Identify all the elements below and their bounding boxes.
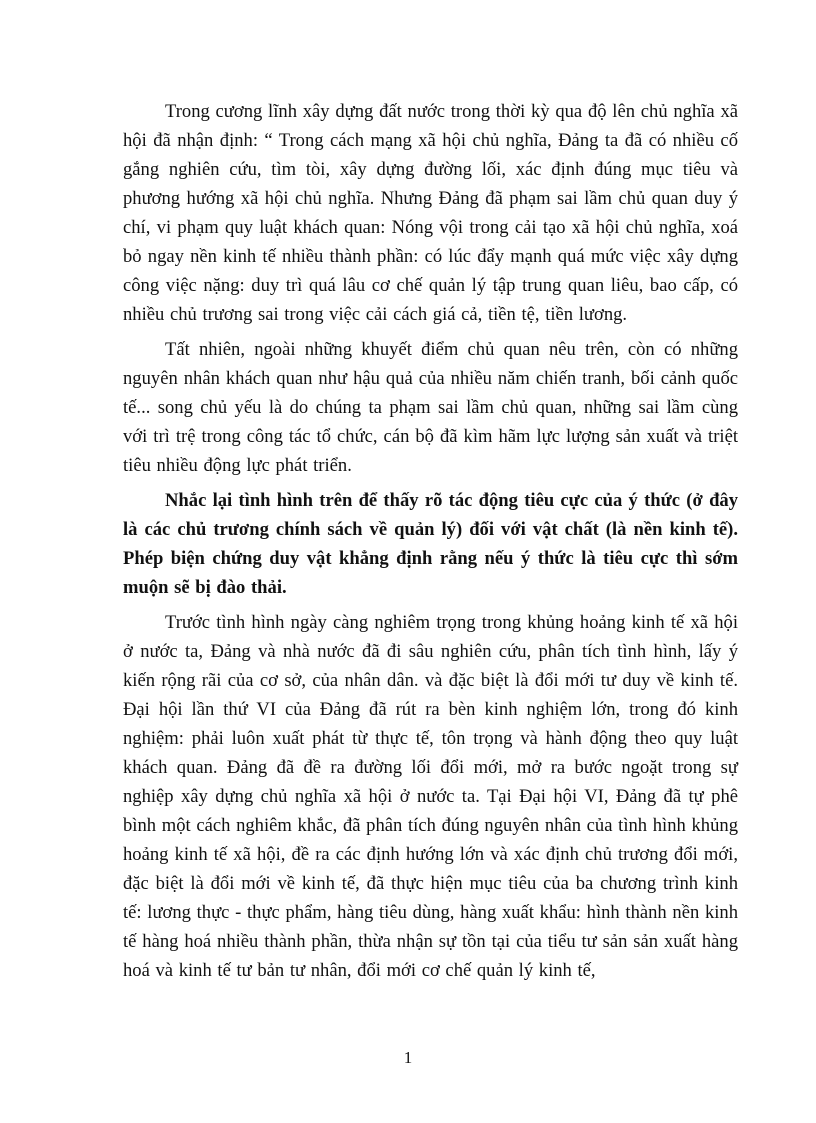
paragraph-3-bold: Nhắc lại tình hình trên để thấy rõ tác động tiêu cực của ý thức (ở đây là các chủ trương chính sách về quản lý) đối với vật chất (là nền kinh tế). Phép biện chứng duy vật khẳng định rằng nếu ý thức là tiêu cực thì sớm muộn sẽ bị đào thải. <box>123 490 738 598</box>
document-body <box>123 97 738 991</box>
paragraph-1: Trong cương lĩnh xây dựng đất nước trong thời kỳ qua độ lên chủ nghĩa xã hội đã nhận định: “ Trong cách mạng xã hội chủ nghĩa, Đảng ta đã có nhiều cố gắng nghiên cứu, tìm tòi, xây dựng đường lối, xác định đúng mục tiêu và phương hướng xã hội chủ nghĩa. Nhưng Đảng đã phạm sai lầm chủ quan duy ý chí, vi phạm quy luật khách quan: Nóng vội trong cải tạo xã hội chủ nghĩa, xoá bỏ ngay nền kinh tế nhiều thành phần: có lúc đẩy mạnh quá mức việc xây dựng công việc nặng: duy trì quá lâu cơ chế quản lý tập trung quan liêu, bao cấp, có nhiều chủ trương sai trong việc cải cách giá cả, tiền tệ, tiền lương. <box>123 101 738 325</box>
paragraph-2: Tất nhiên, ngoài những khuyết điểm chủ quan nêu trên, còn có những nguyên nhân khách quan như hậu quả của nhiều năm chiến tranh, bối cảnh quốc tế... song chủ yếu là do chúng ta phạm sai lầm chủ quan, những sai lầm cùng với trì trệ trong công tác tổ chức, cán bộ đã kìm hãm lực lượng sản xuất và triệt tiêu nhiều động lực phát triển. <box>123 339 738 476</box>
page-number: 1 <box>403 1048 413 1067</box>
paragraph-4: Trước tình hình ngày càng nghiêm trọng trong khủng hoảng kinh tế xã hội ở nước ta, Đảng và nhà nước đã đi sâu nghiên cứu, phân tích tình hình, lấy ý kiến rộng rãi của cơ sở, của nhân dân. và đặc biệt là đổi mới tư duy về kinh tế. Đại hội lần thứ VI của Đảng đã rút ra bèn kinh nghiệm lớn, trong đó kinh nghiệm: phải luôn xuất phát từ thực tế, tôn trọng và hành động theo quy luật khách quan. Đảng đã đề ra đường lối đổi mới, mở ra bước ngoặt trong sự nghiệp xây dựng chủ nghĩa xã hội ở nước ta. Tại Đại hội VI, Đảng đã tự phê bình một cách nghiêm khắc, đã phân tích đúng nguyên nhân của tình hình khủng hoảng kinh tế xã hội, đề ra các định hướng lớn và xác định chủ trương đổi mới, đặc biệt là đổi mới về kinh tế, đã thực hiện mục tiêu của ba chương trình kinh tế: lương thực - thực phẩm, hàng tiêu dùng, hàng xuất khẩu: hình thành nền kinh tế hàng hoá nhiều thành phần, thừa nhận sự tồn tại của tiểu tư sản sản xuất hàng hoá và kinh tế tư bản tư nhân, đổi mới cơ chế quản lý kinh tế, <box>123 612 738 981</box>
